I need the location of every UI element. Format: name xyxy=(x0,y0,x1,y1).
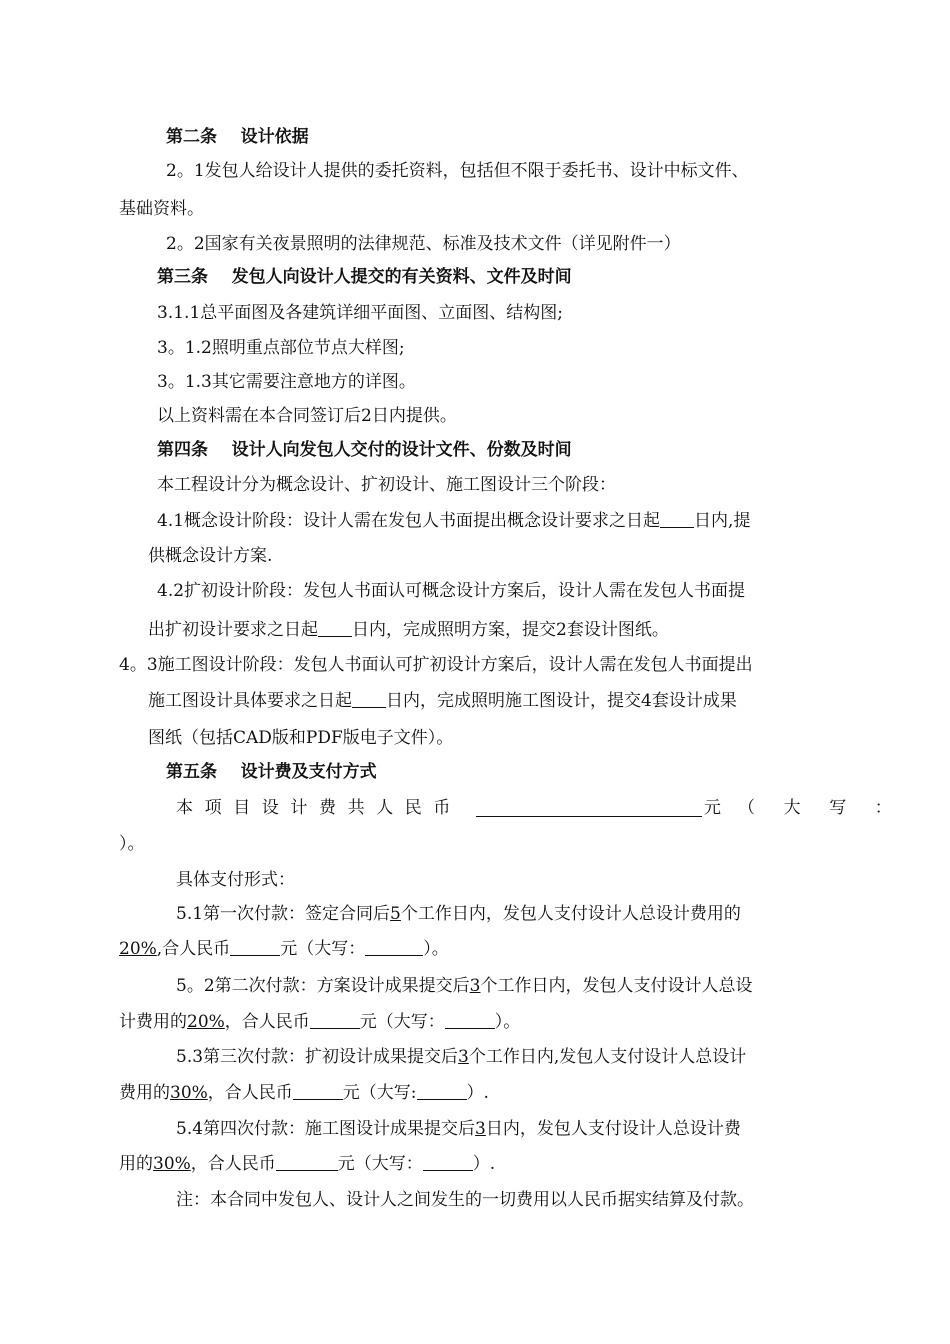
days-blank[interactable] xyxy=(318,619,352,637)
uppercase-amount-blank[interactable] xyxy=(365,938,423,956)
clause-2-1-line-2: 基础资料。 xyxy=(119,199,204,219)
article-3-heading: 第三条 发包人向设计人提交的有关资料、文件及时间 xyxy=(157,267,572,287)
article-2-heading: 第二条 设计依据 xyxy=(166,127,309,147)
clause-3-1-2: 3。1.2照明重点部位节点大样图; xyxy=(157,338,405,358)
payment-5-2-line-2: 计费用的20%，合人民币 元（大写： ）。 xyxy=(119,1012,521,1032)
article-5-note: 注：本合同中发包人、设计人之间发生的一切费用以人民币据实结算及付款。 xyxy=(176,1190,754,1210)
article-5-heading: 第五条 设计费及支付方式 xyxy=(166,762,377,782)
clause-4-1-line-1: 4.1概念设计阶段：设计人需在发包人书面提出概念设计要求之日起 日内,提 xyxy=(157,511,751,531)
clause-4-3-line-1: 4。3施工图设计阶段：发包人书面认可扩初设计方案后，设计人需在发包人书面提出 xyxy=(119,655,753,675)
design-fee-currency: 元 xyxy=(704,798,721,818)
design-fee-uppercase-label: （ 大 写 ： xyxy=(738,798,904,818)
amount-blank[interactable] xyxy=(276,1153,338,1171)
design-fee-amount-blank[interactable] xyxy=(476,799,702,817)
uppercase-amount-blank[interactable] xyxy=(445,1011,495,1029)
clause-3-1-3: 3。1.3其它需要注意地方的详图。 xyxy=(157,372,416,392)
days-blank[interactable] xyxy=(660,510,694,528)
uppercase-amount-blank[interactable] xyxy=(423,1153,473,1171)
article-4-heading: 第四条 设计人向发包人交付的设计文件、份数及时间 xyxy=(157,440,572,460)
payment-5-1-line-2: 20%,合人民币 元（大写： ）。 xyxy=(119,939,449,959)
clause-4-3-line-3: 图纸（包括CAD版和PDF版电子文件）。 xyxy=(148,728,454,748)
payment-5-4-line-1: 5.4第四次付款：施工图设计成果提交后3日内，发包人支付设计人总设计费 xyxy=(176,1119,741,1139)
payment-5-3-line-2: 费用的30%，合人民币 元（大写: ）. xyxy=(119,1083,489,1103)
clause-2-1-line-1: 2。1发包人给设计人提供的委托资料，包括但不限于委托书、设计中标文件、 xyxy=(166,161,749,181)
payment-5-3-line-1: 5.3第三次付款：扩初设计成果提交后3个工作日内,发包人支付设计人总设计 xyxy=(176,1047,747,1067)
clause-4-3-line-2: 施工图设计具体要求之日起 日内，完成照明施工图设计，提交4套设计成果 xyxy=(148,691,737,711)
amount-blank[interactable] xyxy=(310,1011,360,1029)
amount-blank[interactable] xyxy=(293,1082,343,1100)
uppercase-amount-blank[interactable] xyxy=(417,1082,467,1100)
clause-2-2: 2。2国家有关夜景照明的法律规范、标准及技术文件（详见附件一） xyxy=(166,234,681,254)
amount-blank[interactable] xyxy=(230,938,280,956)
design-fee-close: ）。 xyxy=(119,834,145,854)
payment-5-1-line-1: 5.1第一次付款：签定合同后5个工作日内，发包人支付设计人总设计费用的 xyxy=(176,904,741,924)
clause-4-2-line-2: 出扩初设计要求之日起 日内，完成照明方案，提交2套设计图纸。 xyxy=(148,620,669,640)
payment-5-4-line-2: 用的30%，合人民币 元（大写： ）. xyxy=(119,1154,496,1174)
payment-5-2-line-1: 5。2第二次付款：方案设计成果提交后3个工作日内，发包人支付设计人总设 xyxy=(176,976,753,996)
clause-3-1-1: 3.1.1总平面图及各建筑详细平面图、立面图、结构图; xyxy=(157,303,563,323)
days-blank[interactable] xyxy=(352,690,386,708)
clause-4-1-line-2: 供概念设计方案. xyxy=(148,546,273,566)
payment-mode-label: 具体支付形式： xyxy=(176,870,295,890)
clause-4-2-line-1: 4.2扩初设计阶段：发包人书面认可概念设计方案后，设计人需在发包人书面提 xyxy=(157,581,746,601)
article-3-note: 以上资料需在本合同签订后2日内提供。 xyxy=(157,406,457,426)
design-fee-label: 本项目设计费共人民币 xyxy=(176,798,462,818)
article-4-intro: 本工程设计分为概念设计、扩初设计、施工图设计三个阶段： xyxy=(157,475,616,495)
